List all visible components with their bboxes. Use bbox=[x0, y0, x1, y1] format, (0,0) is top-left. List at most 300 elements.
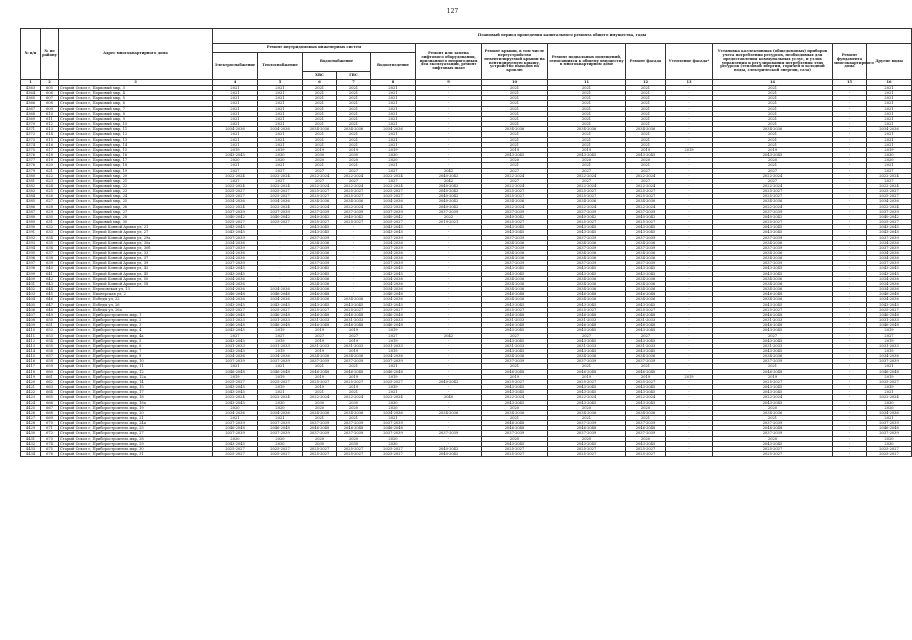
cell-electricity: 2034-2036 bbox=[213, 281, 258, 286]
cell-district-number: 619 bbox=[41, 158, 59, 163]
cell-elevator: - bbox=[416, 111, 482, 116]
cell-elevator: - bbox=[416, 261, 482, 266]
cell-facade: 2043-2045 bbox=[626, 271, 666, 276]
cell-row-number: 4410 bbox=[21, 328, 41, 333]
cell-facade: 2043-2045 bbox=[626, 348, 666, 353]
cell-meters: 2020 bbox=[713, 405, 833, 410]
cell-elevator: - bbox=[416, 328, 482, 333]
cell-hot-water: - bbox=[337, 261, 371, 266]
cell-electricity: 2021 bbox=[213, 86, 258, 91]
cell-district-number: 620 bbox=[41, 163, 59, 168]
cell-row-number: 4408 bbox=[21, 318, 41, 323]
cell-other: 2019 bbox=[867, 374, 912, 379]
cell-hot-water: 2021 bbox=[337, 116, 371, 121]
cell-row-number: 4432 bbox=[21, 441, 41, 446]
cell-sewerage: 2019 bbox=[371, 385, 416, 390]
cell-roof: 2034-2036 bbox=[482, 276, 548, 281]
cell-meters: 2043-2045 bbox=[713, 328, 833, 333]
cell-row-number: 4424 bbox=[21, 400, 41, 405]
column-number: 3 bbox=[59, 80, 213, 86]
cell-facade: 2034-2036 bbox=[626, 354, 666, 359]
cell-heating: 2022-2024 bbox=[258, 204, 303, 209]
cell-cold-water: 2021 bbox=[303, 142, 337, 147]
cell-heating: 2021 bbox=[258, 122, 303, 127]
cell-electricity: 2037-2039 bbox=[213, 421, 258, 426]
cell-district-number: 639 bbox=[41, 261, 59, 266]
cell-cold-water: 2021 bbox=[303, 122, 337, 127]
cell-elevator: - bbox=[416, 374, 482, 379]
cell-meters: 2034-2036 bbox=[713, 297, 833, 302]
cell-address: Старый Оскол г, Приборостроитель мкр, 1 bbox=[59, 312, 213, 317]
cell-elevator: - bbox=[416, 266, 482, 271]
cell-meters: 2046-2048 bbox=[713, 426, 833, 431]
cell-basement: 2019 bbox=[548, 147, 626, 152]
page-number: 127 bbox=[446, 8, 459, 15]
cell-basement: 2037-2039 bbox=[548, 245, 626, 250]
cell-meters: 2043-2045 bbox=[713, 338, 833, 343]
cell-heating: 2046-2048 bbox=[258, 323, 303, 328]
cell-district-number: 613 bbox=[41, 127, 59, 132]
cell-other: 2034-2036 bbox=[867, 287, 912, 292]
cell-row-number: 4387 bbox=[21, 209, 41, 214]
cell-district-number: 608 bbox=[41, 101, 59, 106]
cell-sewerage: 2043-2045 bbox=[371, 266, 416, 271]
cell-cold-water: 2025-2027 bbox=[303, 189, 337, 194]
cell-electricity: 2021 bbox=[213, 96, 258, 101]
cell-sewerage: 2037-2039 bbox=[371, 209, 416, 214]
cell-electricity: 2034-2036 bbox=[213, 251, 258, 256]
cell-hot-water: 2021 bbox=[337, 111, 371, 116]
cell-basement: 2025-2027 bbox=[548, 379, 626, 384]
cell-row-number: 4370 bbox=[21, 122, 41, 127]
cell-meters: 2021 bbox=[713, 163, 833, 168]
cell-district-number: 643 bbox=[41, 281, 59, 286]
cell-other: 2025-2027 bbox=[867, 307, 912, 312]
cell-roof: 2034-2036 bbox=[482, 281, 548, 286]
cell-electricity: 2034-2036 bbox=[213, 276, 258, 281]
cell-electricity: 2021 bbox=[213, 364, 258, 369]
cell-row-number: 4425 bbox=[21, 405, 41, 410]
cell-meters: 2021 bbox=[713, 86, 833, 91]
cell-facade-warming: - bbox=[666, 328, 713, 333]
cell-electricity: 2025-2027 bbox=[213, 189, 258, 194]
cell-row-number: 4377 bbox=[21, 158, 41, 163]
cell-hot-water: - bbox=[337, 230, 371, 235]
cell-row-number: 4376 bbox=[21, 153, 41, 158]
cell-address: Старый Оскол г, Приборостроитель мкр, 14 bbox=[59, 379, 213, 384]
header-engineering-systems: Ремонт внутридомовых инженерных систем bbox=[213, 44, 416, 53]
cell-basement: 2043-2045 bbox=[548, 441, 626, 446]
cell-basement: 2046-2048 bbox=[548, 426, 626, 431]
cell-electricity: 2043-2045 bbox=[213, 230, 258, 235]
cell-sewerage: 2020 bbox=[371, 158, 416, 163]
cell-other: 2037-2039 bbox=[867, 431, 912, 436]
cell-elevator: - bbox=[416, 297, 482, 302]
cell-hot-water: 2020 bbox=[337, 158, 371, 163]
cell-address: Старый Оскол г, Первой Конной Армии ул, 39 bbox=[59, 261, 213, 266]
cell-sewerage: 2021 bbox=[371, 101, 416, 106]
cell-other: 2025-2027 bbox=[867, 220, 912, 225]
cell-meters: 2025-2027 bbox=[713, 194, 833, 199]
cell-row-number: 4393 bbox=[21, 240, 41, 245]
cell-electricity: 2031-2033 bbox=[213, 318, 258, 323]
cell-cold-water: 2025-2027 bbox=[303, 220, 337, 225]
cell-hot-water: 2022-2024 bbox=[337, 183, 371, 188]
cell-cold-water: 2034-2036 bbox=[303, 199, 337, 204]
cell-facade-warming: - bbox=[666, 348, 713, 353]
cell-sewerage: 2021 bbox=[371, 122, 416, 127]
cell-elevator: - bbox=[416, 400, 482, 405]
cell-facade-warming: - bbox=[666, 189, 713, 194]
cell-address: Старый Оскол г, Приборостроитель мкр, 3 bbox=[59, 323, 213, 328]
cell-cold-water: 2040-2042 bbox=[303, 214, 337, 219]
cell-facade: 2020 bbox=[626, 436, 666, 441]
cell-district-number: 659 bbox=[41, 364, 59, 369]
cell-foundation: - bbox=[833, 220, 867, 225]
cell-address: Старый Оскол г, Парковый мкр, 18 bbox=[59, 163, 213, 168]
cell-address: Старый Оскол г, Приборостроитель мкр, 17 bbox=[59, 390, 213, 395]
cell-sewerage: 2037-2039 bbox=[371, 359, 416, 364]
cell-hot-water: 2021 bbox=[337, 364, 371, 369]
cell-address: Старый Оскол г, Парковый мкр, 4 bbox=[59, 91, 213, 96]
cell-cold-water: 2034-2036 bbox=[303, 251, 337, 256]
cell-heating: - bbox=[258, 235, 303, 240]
cell-basement: 2025-2027 bbox=[548, 220, 626, 225]
cell-other: 2019 bbox=[867, 147, 912, 152]
cell-cold-water: 2034-2036 bbox=[303, 276, 337, 281]
cell-hot-water: 2025-2027 bbox=[337, 379, 371, 384]
cell-hot-water: 2019 bbox=[337, 147, 371, 152]
cell-roof: 2043-2045 bbox=[482, 266, 548, 271]
cell-facade-warming: - bbox=[666, 359, 713, 364]
cell-electricity: 2022-2024 bbox=[213, 173, 258, 178]
cell-basement: 2037-2039 bbox=[548, 359, 626, 364]
cell-hot-water: 2034-2036 bbox=[337, 297, 371, 302]
cell-electricity: 2021 bbox=[213, 163, 258, 168]
cell-sewerage: 2022-2024 bbox=[371, 183, 416, 188]
cell-facade: 2037-2039 bbox=[626, 235, 666, 240]
cell-sewerage: 2020 bbox=[371, 405, 416, 410]
cell-hot-water: 2025-2027 bbox=[337, 452, 371, 457]
cell-roof: 2040-2042 bbox=[482, 214, 548, 219]
cell-elevator: - bbox=[416, 127, 482, 132]
cell-other: 2046-2048 bbox=[867, 323, 912, 328]
cell-electricity: 2037-2039 bbox=[213, 431, 258, 436]
cell-electricity: 2021 bbox=[213, 116, 258, 121]
cell-meters: 2034-2036 bbox=[713, 127, 833, 132]
cell-sewerage: 2043-2045 bbox=[371, 230, 416, 235]
cell-sewerage: 2021 bbox=[371, 364, 416, 369]
cell-basement: 2025-2027 bbox=[548, 446, 626, 451]
cell-electricity: 2046-2048 bbox=[213, 292, 258, 297]
cell-sewerage: 2021 bbox=[371, 132, 416, 137]
cell-roof: 2034-2036 bbox=[482, 354, 548, 359]
cell-elevator: 2040-2042 bbox=[416, 452, 482, 457]
cell-district-number: 652 bbox=[41, 328, 59, 333]
header-hot-water: ГВС bbox=[337, 72, 371, 80]
cell-elevator: - bbox=[416, 405, 482, 410]
cell-facade: 2022-2024 bbox=[626, 395, 666, 400]
cell-cold-water: 2031-2033 bbox=[303, 343, 337, 348]
cell-hot-water: - bbox=[337, 235, 371, 240]
cell-row-number: 4428 bbox=[21, 421, 41, 426]
cell-heating: 2021 bbox=[258, 101, 303, 106]
cell-meters: 2043-2045 bbox=[713, 271, 833, 276]
cell-facade: 2034-2036 bbox=[626, 256, 666, 261]
cell-sewerage: 2027 bbox=[371, 178, 416, 183]
cell-other: 2021 bbox=[867, 142, 912, 147]
cell-other: 2021 bbox=[867, 96, 912, 101]
cell-elevator: - bbox=[416, 235, 482, 240]
cell-address: Старый Оскол г, Приборостроитель мкр, 5 bbox=[59, 338, 213, 343]
cell-hot-water: 2037-2039 bbox=[337, 431, 371, 436]
cell-row-number: 4403 bbox=[21, 292, 41, 297]
cell-row-number: 4411 bbox=[21, 333, 41, 338]
cell-basement: 2037-2039 bbox=[548, 209, 626, 214]
cell-roof: 2022-2024 bbox=[482, 183, 548, 188]
cell-address: Старый Оскол г, Парковый мкр, 7 bbox=[59, 106, 213, 111]
cell-sewerage: 2046-2048 bbox=[371, 292, 416, 297]
cell-address: Старый Оскол г, Парковый мкр, 17 bbox=[59, 158, 213, 163]
cell-electricity: 2027 bbox=[213, 333, 258, 338]
cell-foundation: - bbox=[833, 436, 867, 441]
cell-roof: 2021 bbox=[482, 101, 548, 106]
cell-heating: 2019 bbox=[258, 385, 303, 390]
cell-heating: 2030 bbox=[258, 400, 303, 405]
cell-hot-water: 2020 bbox=[337, 436, 371, 441]
cell-meters: 2043-2045 bbox=[713, 390, 833, 395]
cell-elevator: 2037-2039 bbox=[416, 431, 482, 436]
cell-roof: 2027 bbox=[482, 178, 548, 183]
cell-sewerage: 2030 bbox=[371, 441, 416, 446]
cell-foundation: - bbox=[833, 225, 867, 230]
cell-elevator: - bbox=[416, 390, 482, 395]
cell-other: 2030 bbox=[867, 153, 912, 158]
cell-basement: 2021 bbox=[548, 132, 626, 137]
cell-basement: 2021 bbox=[548, 111, 626, 116]
cell-basement: 2034-2036 bbox=[548, 199, 626, 204]
cell-other: 2022-2024 bbox=[867, 173, 912, 178]
cell-basement: 2046-2048 bbox=[548, 369, 626, 374]
cell-row-number: 4431 bbox=[21, 436, 41, 441]
cell-row-number: 4391 bbox=[21, 230, 41, 235]
cell-meters: 2021 bbox=[713, 132, 833, 137]
cell-district-number: 673 bbox=[41, 436, 59, 441]
header-sewerage: Водоотведение bbox=[371, 53, 416, 80]
cell-basement: 2021 bbox=[548, 86, 626, 91]
cell-facade-warming: - bbox=[666, 343, 713, 348]
cell-foundation: - bbox=[833, 178, 867, 183]
cell-roof: 2025-2027 bbox=[482, 307, 548, 312]
cell-address: Старый Оскол г, Парковый мкр, 21 bbox=[59, 178, 213, 183]
cell-row-number: 4388 bbox=[21, 214, 41, 219]
cell-facade-warming: - bbox=[666, 338, 713, 343]
cell-facade: 2021 bbox=[626, 122, 666, 127]
cell-basement: 2043-2045 bbox=[548, 385, 626, 390]
cell-roof: 2021 bbox=[482, 96, 548, 101]
cell-basement: 2037-2039 bbox=[548, 235, 626, 240]
cell-sewerage: 2037-2039 bbox=[371, 235, 416, 240]
cell-heating: 2034-2036 bbox=[258, 287, 303, 292]
cell-meters: 2043-2045 bbox=[713, 230, 833, 235]
cell-basement: 2043-2045 bbox=[548, 348, 626, 353]
cell-row-number: 4373 bbox=[21, 137, 41, 142]
cell-other: 2025-2027 bbox=[867, 189, 912, 194]
cell-basement: 2022-2024 bbox=[548, 204, 626, 209]
header-cold-water: ХВС bbox=[303, 72, 337, 80]
cell-roof: 2043-2045 bbox=[482, 328, 548, 333]
cell-row-number: 4430 bbox=[21, 431, 41, 436]
cell-row-number: 4401 bbox=[21, 281, 41, 286]
cell-district-number: 650 bbox=[41, 318, 59, 323]
cell-address: Старый Оскол г, Приборостроитель мкр, 4а bbox=[59, 333, 213, 338]
cell-electricity: 2046-2048 bbox=[213, 312, 258, 317]
cell-elevator: 2040-2042 bbox=[416, 173, 482, 178]
cell-electricity: 2021 bbox=[213, 416, 258, 421]
cell-sewerage: 2034-2036 bbox=[371, 281, 416, 286]
cell-meters: 2043-2045 bbox=[713, 266, 833, 271]
cell-meters: 2021 bbox=[713, 106, 833, 111]
cell-row-number: 4416 bbox=[21, 359, 41, 364]
cell-row-number: 4415 bbox=[21, 354, 41, 359]
cell-hot-water: 2025-2027 bbox=[337, 307, 371, 312]
cell-heating: 2021 bbox=[258, 137, 303, 142]
cell-facade-warming: - bbox=[666, 96, 713, 101]
cell-facade-warming: - bbox=[666, 441, 713, 446]
cell-other: 2040-2042 bbox=[867, 214, 912, 219]
cell-roof: 2043-2045 bbox=[482, 338, 548, 343]
cell-address: Старый Оскол г, Победы ул, 22 bbox=[59, 297, 213, 302]
cell-heating: 2021 bbox=[258, 390, 303, 395]
header-water-supply: Водоснабжение bbox=[303, 53, 371, 72]
cell-elevator: - bbox=[416, 436, 482, 441]
cell-facade-warming: - bbox=[666, 287, 713, 292]
cell-address: Старый Оскол г, Приборостроитель мкр, 7 bbox=[59, 348, 213, 353]
cell-heating: 2021 bbox=[258, 364, 303, 369]
cell-facade-warming: - bbox=[666, 405, 713, 410]
cell-address: Старый Оскол г, Первой Конной Армии ул, 45 bbox=[59, 271, 213, 276]
cell-hot-water: - bbox=[337, 256, 371, 261]
cell-district-number: 622 bbox=[41, 173, 59, 178]
column-number: 16 bbox=[867, 80, 912, 86]
cell-facade: 2034-2036 bbox=[626, 281, 666, 286]
cell-district-number: 628 bbox=[41, 204, 59, 209]
cell-foundation: - bbox=[833, 183, 867, 188]
cell-meters: 2022-2024 bbox=[713, 183, 833, 188]
cell-sewerage: 2019 bbox=[371, 348, 416, 353]
cell-other: 2021 bbox=[867, 86, 912, 91]
cell-cold-water: 2046-2048 bbox=[303, 323, 337, 328]
cell-facade: 2021 bbox=[626, 116, 666, 121]
cell-cold-water: 2030 bbox=[303, 441, 337, 446]
cell-heating: 2030 bbox=[258, 153, 303, 158]
cell-cold-water: 2021 bbox=[303, 132, 337, 137]
cell-facade: 2043-2045 bbox=[626, 385, 666, 390]
cell-facade: 2022-2024 bbox=[626, 204, 666, 209]
cell-elevator: - bbox=[416, 101, 482, 106]
cell-sewerage: 2037-2039 bbox=[371, 421, 416, 426]
cell-address: Старый Оскол г, Парковый мкр, 26 bbox=[59, 204, 213, 209]
cell-roof: 2021 bbox=[482, 416, 548, 421]
cell-address: Старый Оскол г, Приборостроитель мкр, 12 bbox=[59, 369, 213, 374]
cell-facade-warming: - bbox=[666, 111, 713, 116]
header-facade: Ремонт фасада bbox=[626, 44, 666, 80]
cell-row-number: 4412 bbox=[21, 338, 41, 343]
cell-facade: 2021 bbox=[626, 142, 666, 147]
cell-sewerage: 2025-2027 bbox=[371, 446, 416, 451]
cell-other: 2021 bbox=[867, 111, 912, 116]
cell-district-number: 621 bbox=[41, 168, 59, 173]
cell-roof: 2021 bbox=[482, 106, 548, 111]
cell-hot-water: 2027 bbox=[337, 168, 371, 173]
cell-facade: 2025-2027 bbox=[626, 189, 666, 194]
cell-sewerage: 2030 bbox=[371, 400, 416, 405]
cell-hot-water: 2037-2039 bbox=[337, 359, 371, 364]
cell-facade: 2022-2024 bbox=[626, 183, 666, 188]
cell-heating: 2027 bbox=[258, 178, 303, 183]
cell-facade-warming: - bbox=[666, 385, 713, 390]
cell-basement: 2021 bbox=[548, 106, 626, 111]
cell-address: Старый Оскол г, Парковый мкр, 30 bbox=[59, 220, 213, 225]
cell-facade: 2037-2039 bbox=[626, 421, 666, 426]
cell-hot-water: 2021 bbox=[337, 142, 371, 147]
cell-roof: 2034-2036 bbox=[482, 256, 548, 261]
cell-foundation: - bbox=[833, 333, 867, 338]
cell-other: 2025-2027 bbox=[867, 194, 912, 199]
cell-cold-water: 2020 bbox=[303, 405, 337, 410]
cell-row-number: 4423 bbox=[21, 395, 41, 400]
cell-district-number: 611 bbox=[41, 116, 59, 121]
cell-foundation: - bbox=[833, 405, 867, 410]
cell-cold-water: 2030 bbox=[303, 400, 337, 405]
cell-heating: 2046-2048 bbox=[258, 312, 303, 317]
cell-district-number: 609 bbox=[41, 106, 59, 111]
cell-sewerage: 2031-2033 bbox=[371, 343, 416, 348]
cell-basement: 2025-2027 bbox=[548, 307, 626, 312]
cell-cold-water: 2020 bbox=[303, 436, 337, 441]
cell-facade-warming: - bbox=[666, 158, 713, 163]
cell-address: Старый Оскол г, Парковый мкр, 6 bbox=[59, 101, 213, 106]
cell-facade-warming: - bbox=[666, 333, 713, 338]
cell-hot-water: 2030 bbox=[337, 441, 371, 446]
cell-facade: 2043-2045 bbox=[626, 338, 666, 343]
cell-other: 2034-2036 bbox=[867, 256, 912, 261]
cell-meters: 2020 bbox=[713, 436, 833, 441]
cell-facade-warming: - bbox=[666, 168, 713, 173]
cell-address: Старый Оскол г, Приборостроитель мкр, 29 bbox=[59, 441, 213, 446]
cell-heating: 2046-2048 bbox=[258, 426, 303, 431]
cell-district-number: 642 bbox=[41, 276, 59, 281]
cell-cold-water: 2034-2036 bbox=[303, 127, 337, 132]
cell-basement: 2021 bbox=[548, 142, 626, 147]
cell-roof: 2043-2045 bbox=[482, 348, 548, 353]
cell-meters: 2027 bbox=[713, 178, 833, 183]
cell-heating: 2019 bbox=[258, 348, 303, 353]
cell-cold-water: 2025-2027 bbox=[303, 446, 337, 451]
cell-elevator: - bbox=[416, 359, 482, 364]
column-number: 15 bbox=[833, 80, 867, 86]
cell-heating: 2022-2024 bbox=[258, 395, 303, 400]
cell-address: Старый Оскол г, Приборостроитель мкр, 25 bbox=[59, 426, 213, 431]
cell-row-number: 4409 bbox=[21, 323, 41, 328]
cell-heating: 2021 bbox=[258, 91, 303, 96]
cell-sewerage: 2022-2024 bbox=[371, 395, 416, 400]
cell-sewerage: 2025-2027 bbox=[371, 220, 416, 225]
cell-electricity: 2046-2048 bbox=[213, 323, 258, 328]
cell-facade-warming: - bbox=[666, 137, 713, 142]
cell-sewerage: 2021 bbox=[371, 91, 416, 96]
cell-elevator: - bbox=[416, 426, 482, 431]
